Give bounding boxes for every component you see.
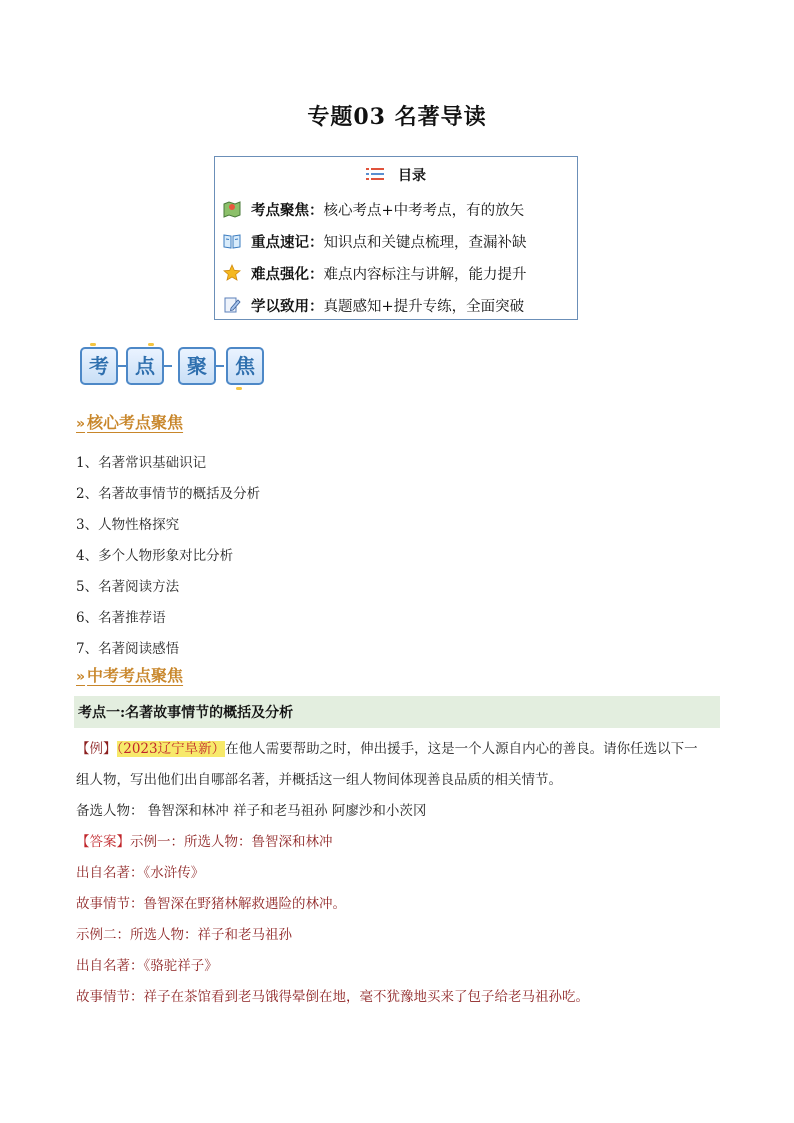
answer-line: 【答案】示例一：所选人物：鲁智深和林冲: [76, 834, 333, 850]
answer-line: 故事情节：鲁智深在野猪林解救遇险的林冲。: [76, 896, 346, 912]
toc-item-practice: 学以致用：真题感知+提升专练，全面突破: [223, 295, 524, 316]
section-heading-core: » 核心考点聚焦: [76, 413, 184, 432]
exam-point-title: 考点一:名著故事情节的概括及分析: [78, 705, 294, 721]
double-arrow-icon: »: [76, 416, 86, 432]
list-item: 1、名著常识基础识记: [76, 455, 207, 471]
table-of-contents: [214, 156, 578, 320]
answer-line: 出自名著：《水浒传》: [76, 865, 205, 881]
toc-item-notes: 重点速记：知识点和关键点梳理，查漏补缺: [223, 231, 527, 252]
example-question-line2: 组人物，写出他们出自哪部名著，并概括这一组人物间体现善良品质的相关情节。: [76, 772, 562, 788]
toc-item-focus: 考点聚焦：核心考点+中考考点，有的放矢: [223, 199, 524, 220]
banner-tile: 聚: [178, 347, 216, 385]
list-item: 2、名著故事情节的概括及分析: [76, 486, 261, 502]
banner-tile: 焦: [226, 347, 264, 385]
list-item: 7、名著阅读感悟: [76, 641, 180, 657]
example-options: 备选人物： 鲁智深和林冲 祥子和老马祖孙 阿廖沙和小茨冈: [76, 803, 427, 819]
list-item: 6、名著推荐语: [76, 610, 166, 626]
banner-tile: 点: [126, 347, 164, 385]
star-icon: [223, 264, 241, 282]
list-item: 4、多个人物形象对比分析: [76, 548, 234, 564]
edit-icon: [223, 296, 241, 314]
banner-tile: 考: [80, 347, 118, 385]
list-item: 5、名著阅读方法: [76, 579, 180, 595]
list-icon: [366, 167, 384, 185]
toc-heading-text: 目录: [398, 168, 426, 184]
section-heading-exam: » 中考考点聚焦: [76, 666, 184, 685]
example-question-line1: 【例】（2023辽宁阜新）在他人需要帮助之时，伸出援手，这是一个人源自内心的善良。请你任选以下一: [76, 741, 698, 757]
answer-line: 故事情节：祥子在茶馆看到老马饿得晕倒在地，毫不犹豫地买来了包子给老马祖孙吃。: [76, 989, 589, 1005]
list-item: 3、人物性格探究: [76, 517, 180, 533]
toc-heading: [215, 165, 577, 185]
source-tag: （2023辽宁阜新）: [116, 741, 226, 757]
double-arrow-icon: »: [76, 669, 86, 685]
book-icon: [223, 232, 241, 250]
answer-line: 出自名著：《骆驼祥子》: [76, 958, 218, 974]
answer-line: 示例二：所选人物：祥子和老马祖孙: [76, 927, 292, 943]
page-title: 专题03 名著导读: [307, 104, 487, 130]
map-icon: [223, 200, 241, 218]
exam-point-bar: [74, 696, 720, 728]
toc-item-difficult: 难点强化：难点内容标注与讲解，能力提升: [223, 263, 527, 284]
